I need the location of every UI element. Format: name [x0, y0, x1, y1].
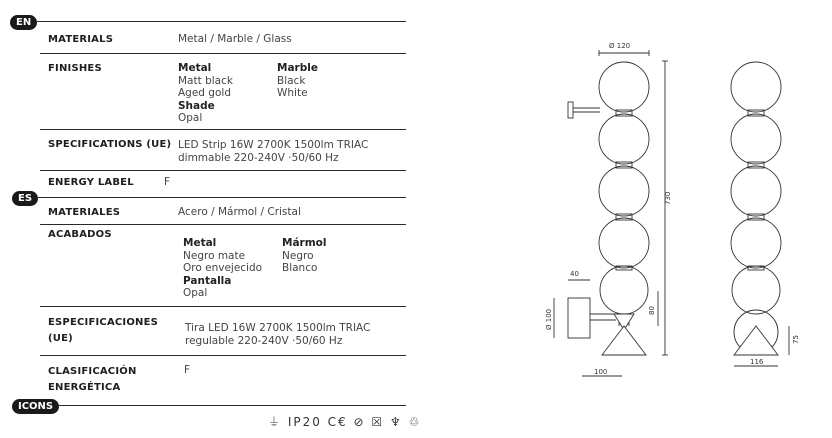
wall-mount: [568, 298, 590, 338]
finishes-metal-column: [178, 62, 233, 125]
label-line: (UE): [48, 333, 73, 344]
connector: [616, 110, 632, 116]
acabados-marble-column: [282, 237, 326, 275]
dimension-label: 116: [750, 358, 764, 366]
especificaciones-label: [48, 315, 158, 347]
globe: [599, 114, 649, 164]
dimension-label: 100: [594, 368, 608, 376]
finish-item: Black: [277, 74, 306, 87]
energy-label: ENERGY LABEL: [48, 177, 134, 188]
globe: [599, 62, 649, 112]
spec-line: Tira LED 16W 2700K 1500lm TRIAC: [185, 322, 371, 334]
technical-drawing: [540, 30, 830, 390]
finish-heading: Shade: [178, 99, 215, 112]
acabados-label: ACABADOS: [48, 229, 112, 240]
label-line: ESPECIFICACIONES: [48, 317, 159, 328]
globe: [731, 166, 781, 216]
dimension-label: 80: [648, 306, 656, 315]
finish-item: Aged gold: [178, 87, 231, 99]
globe: [599, 218, 649, 268]
dimension-label: 40: [570, 270, 579, 278]
divider: [36, 21, 406, 22]
section-badge-en: EN: [10, 15, 37, 30]
finish-item: White: [277, 87, 308, 99]
divider: [40, 224, 406, 225]
materiales-label: MATERIALES: [48, 207, 121, 218]
connector: [616, 214, 632, 220]
materiales-value: Acero / Mármol / Cristal: [178, 206, 301, 218]
certification-icons: ⏚ IP20 C€ ⊘ ☒ ♆ ♲: [268, 415, 422, 429]
finish-heading: Mármol: [282, 237, 327, 249]
finishes-label: FINISHES: [48, 63, 102, 74]
spec-line: LED Strip 16W 2700K 1500lm TRIAC: [178, 139, 369, 151]
divider: [40, 129, 406, 130]
divider: [40, 306, 406, 307]
spec-line: dimmable 220-240V ·50/60 Hz: [178, 151, 339, 164]
clasificacion-value: F: [184, 364, 191, 376]
finish-heading: Marble: [277, 62, 318, 74]
finish-item: Negro: [282, 249, 314, 262]
materials-label: MATERIALS: [48, 34, 114, 45]
divider: [40, 170, 406, 171]
divider: [36, 197, 406, 198]
especificaciones-value: [185, 322, 370, 347]
finish-item: Opal: [178, 112, 203, 124]
energy-value: F: [164, 176, 171, 188]
cone-base: [602, 326, 646, 355]
finish-heading: Metal: [183, 237, 217, 249]
dimension-label: 75: [792, 335, 800, 344]
globe: [731, 218, 781, 268]
finish-heading: Pantalla: [183, 274, 232, 287]
globe: [732, 266, 780, 314]
finish-item: Negro mate: [183, 249, 246, 262]
divider: [40, 355, 406, 356]
finishes-marble-column: [277, 62, 318, 100]
label-line: CLASIFICACIÓN: [48, 366, 137, 377]
spec-line: regulable 220-240V ·50/60 Hz: [185, 334, 343, 347]
specifications-value: [178, 139, 368, 164]
specifications-label: SPECIFICATIONS (UE): [48, 139, 172, 150]
clasificacion-label: [48, 364, 137, 396]
globe: [731, 114, 781, 164]
divider: [58, 405, 406, 406]
finish-item: Oro envejecido: [183, 262, 263, 274]
dimension-label: 730: [664, 191, 672, 205]
connector: [616, 162, 632, 168]
materials-value: Metal / Marble / Glass: [178, 33, 292, 45]
globe: [731, 62, 781, 112]
globe: [600, 266, 648, 314]
section-badge-es: ES: [12, 191, 38, 206]
dimension-label: Ø 120: [609, 42, 631, 50]
section-badge-icons: ICONS: [12, 399, 59, 414]
finish-item: Opal: [183, 287, 208, 299]
finish-item: Blanco: [282, 262, 318, 274]
finish-item: Matt black: [178, 74, 233, 87]
dimension-label: Ø 100: [545, 308, 553, 330]
divider: [40, 53, 406, 54]
acabados-metal-column: [183, 237, 262, 300]
wall-plate: [568, 102, 573, 118]
globe: [599, 166, 649, 216]
label-line: ENERGÉTICA: [48, 382, 121, 393]
finish-heading: Metal: [178, 62, 212, 74]
